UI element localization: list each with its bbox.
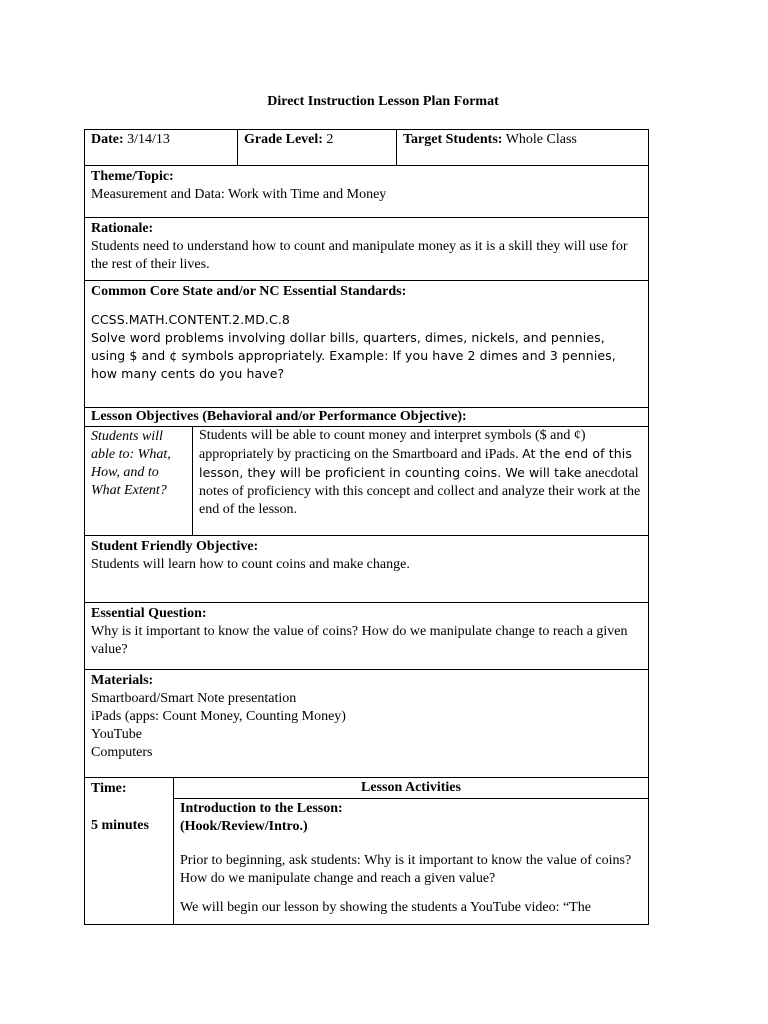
friendly-text: Students will learn how to count coins and make change. <box>91 557 410 572</box>
objectives-section <box>84 427 649 536</box>
time-label: Time: <box>91 781 127 796</box>
rationale-label: Rationale: <box>91 221 154 236</box>
standards-code: CCSS.MATH.CONTENT.2.MD.C.8 <box>91 312 290 327</box>
materials-item: Smartboard/Smart Note presentation <box>91 691 297 706</box>
materials-item: YouTube <box>91 727 142 742</box>
date-value: 3/14/13 <box>127 132 170 147</box>
rationale-text: Students need to understand how to count and manipulate money as it is a skill they will use for the rest of their lives. <box>91 239 628 272</box>
date-label: Date: <box>91 132 124 147</box>
essential-text: Why is it important to know the value of coins? How do we manipulate change to reach a given value? <box>91 624 628 657</box>
materials-item: iPads (apps: Count Money, Counting Money) <box>91 709 346 724</box>
date-cell <box>85 130 237 165</box>
intro-title: Introduction to the Lesson: <box>180 801 343 816</box>
time-value: 5 minutes <box>91 818 149 833</box>
essential-label: Essential Question: <box>91 606 207 621</box>
objectives-prompt: Students will able to: What, How, and to What Extent? <box>85 427 193 535</box>
activities-header: Lesson Activities <box>174 778 648 799</box>
grade-value: 2 <box>326 132 334 147</box>
lesson-plan-table <box>84 129 649 925</box>
activities-column <box>174 778 648 924</box>
target-value: Whole Class <box>505 132 577 147</box>
objectives-text <box>193 427 648 535</box>
activities-section <box>84 778 649 925</box>
theme-text: Measurement and Data: Work with Time and Money <box>91 187 387 202</box>
friendly-label: Student Friendly Objective: <box>91 539 259 554</box>
objectives-text-a: Students will be able to count money and interpret symbols ($ and ¢) appropriately by practicing on the Smartboard and iPads. <box>199 428 586 462</box>
materials-label: Materials: <box>91 673 154 688</box>
document-title: Direct Instruction Lesson Plan Format <box>267 94 499 109</box>
intro-subtitle: (Hook/Review/Intro.) <box>180 819 308 834</box>
header-row <box>84 129 649 166</box>
standards-label: Common Core State and/or NC Essential Standards: <box>91 284 407 299</box>
materials-item: Computers <box>91 745 153 760</box>
grade-label: Grade Level: <box>244 132 323 147</box>
theme-label: Theme/Topic: <box>91 169 174 184</box>
rationale-section <box>84 218 649 281</box>
grade-cell <box>237 130 396 165</box>
objectives-header <box>84 408 649 427</box>
intro-paragraph-1: Prior to beginning, ask students: Why is it important to know the value of coins? How do we manipulate change and reach a given value? <box>180 853 632 886</box>
theme-section <box>84 166 649 218</box>
target-label: Target Students: <box>403 132 503 147</box>
objectives-text-c: anecdotal notes of proficiency with this concept and collect and analyze their work at the end of the lesson. <box>199 466 641 517</box>
time-column <box>85 778 174 924</box>
objectives-text-b: At the end of this lesson, they will be proficient in counting coins. We will take <box>199 446 632 480</box>
objectives-label: Lesson Objectives (Behavioral and/or Performance Objective): <box>91 409 467 424</box>
intro-paragraph-2: We will begin our lesson by showing the students a YouTube video: “The <box>180 900 591 915</box>
standards-text: Solve word problems involving dollar bills, quarters, dimes, nickels, and pennies, using $ and ¢ symbols appropriately. Example: If you have 2 dimes and 3 pennies, how many cents do you have? <box>91 330 616 381</box>
standards-section <box>84 281 649 408</box>
activities-body <box>174 799 648 918</box>
essential-question-section <box>84 603 649 670</box>
friendly-objective-section <box>84 536 649 603</box>
materials-section <box>84 670 649 778</box>
target-cell <box>396 130 648 165</box>
